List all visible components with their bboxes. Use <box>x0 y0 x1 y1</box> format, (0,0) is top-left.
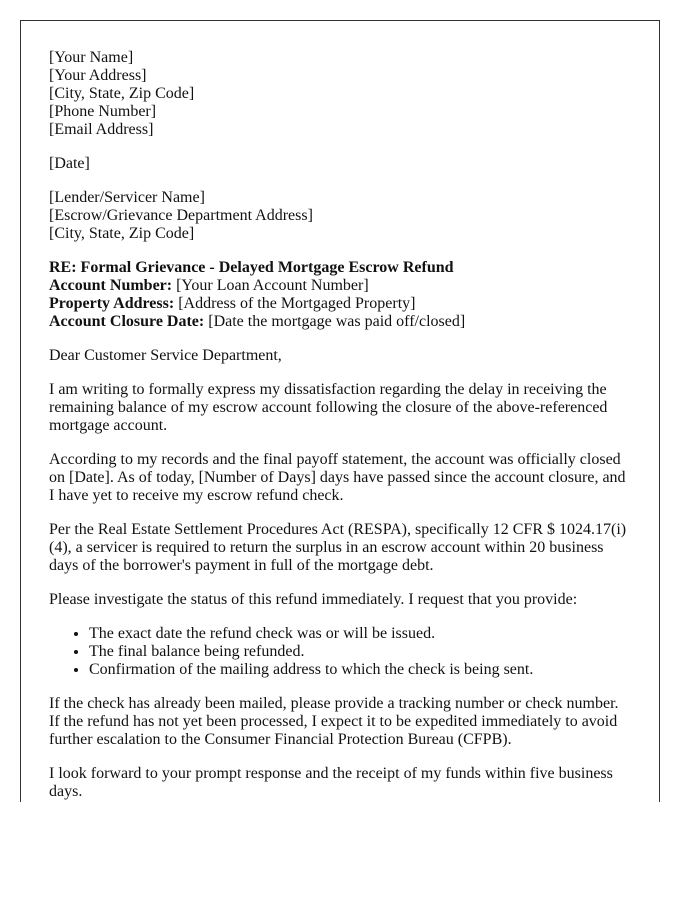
property-address-label: Property Address: <box>49 295 175 312</box>
closure-date-row <box>49 313 631 331</box>
body-paragraph-1: I am writing to formally express my dissatisfaction regarding the delay in receiving the remaining balance of my escrow account following the closure of the above-referenced mortgage account. <box>49 381 608 434</box>
letter-content <box>21 21 659 801</box>
request-list <box>49 625 631 679</box>
sender-phone: [Phone Number] <box>49 103 157 120</box>
account-number-row <box>49 277 631 295</box>
account-number-label: Account Number: <box>49 277 173 294</box>
recipient-city-state-zip: [City, State, Zip Code] <box>49 225 195 242</box>
date-block <box>49 155 631 173</box>
letter-page <box>20 20 660 802</box>
body-paragraph-2: According to my records and the final payoff statement, the account was officially closed on [Date]. As of today, [Number of Days] days have passed since the account closure, and I have yet to receive my escrow refund check. <box>49 451 626 504</box>
property-address-row <box>49 295 631 313</box>
body-paragraph-5: If the check has already been mailed, please provide a tracking number or check number. If the refund has not yet been processed, I expect it to be expedited immediately to avoid further escalation to the Consumer Financial Protection Bureau (CFPB). <box>49 695 619 748</box>
body-paragraph-3: Per the Real Estate Settlement Procedures Act (RESPA), specifically 12 CFR $ 1024.17(i)(4), a servicer is required to return the surplus in an escrow account within 20 business days of the borrower's payment in full of the mortgage debt. <box>49 521 627 574</box>
closure-date-label: Account Closure Date: <box>49 313 205 330</box>
subject-block <box>49 259 631 331</box>
account-number-value: [Your Loan Account Number] <box>172 277 369 294</box>
letter-date: [Date] <box>49 155 90 172</box>
property-address-value: [Address of the Mortgaged Property] <box>174 295 416 312</box>
body-paragraph-6: I look forward to your prompt response and the receipt of my funds within five business days. <box>49 765 613 800</box>
sender-email: [Email Address] <box>49 121 154 138</box>
sender-address: [Your Address] <box>49 67 147 84</box>
request-list-item: • Confirmation of the mailing address to which the check is being sent. <box>89 661 631 679</box>
subject-line: RE: Formal Grievance - Delayed Mortgage Escrow Refund <box>49 259 454 276</box>
sender-name: [Your Name] <box>49 49 134 66</box>
sender-city-state-zip: [City, State, Zip Code] <box>49 85 195 102</box>
request-list-item: • The final balance being refunded. <box>89 643 631 661</box>
body-paragraph-4: Please investigate the status of this refund immediately. I request that you provide: <box>49 591 578 608</box>
recipient-name: [Lender/Servicer Name] <box>49 189 205 206</box>
salutation: Dear Customer Service Department, <box>49 347 282 364</box>
request-list-item: • The exact date the refund check was or will be issued. <box>89 625 631 643</box>
sender-block <box>49 49 631 139</box>
recipient-department-address: [Escrow/Grievance Department Address] <box>49 207 313 224</box>
recipient-block <box>49 189 631 243</box>
closure-date-value: [Date the mortgage was paid off/closed] <box>204 313 466 330</box>
